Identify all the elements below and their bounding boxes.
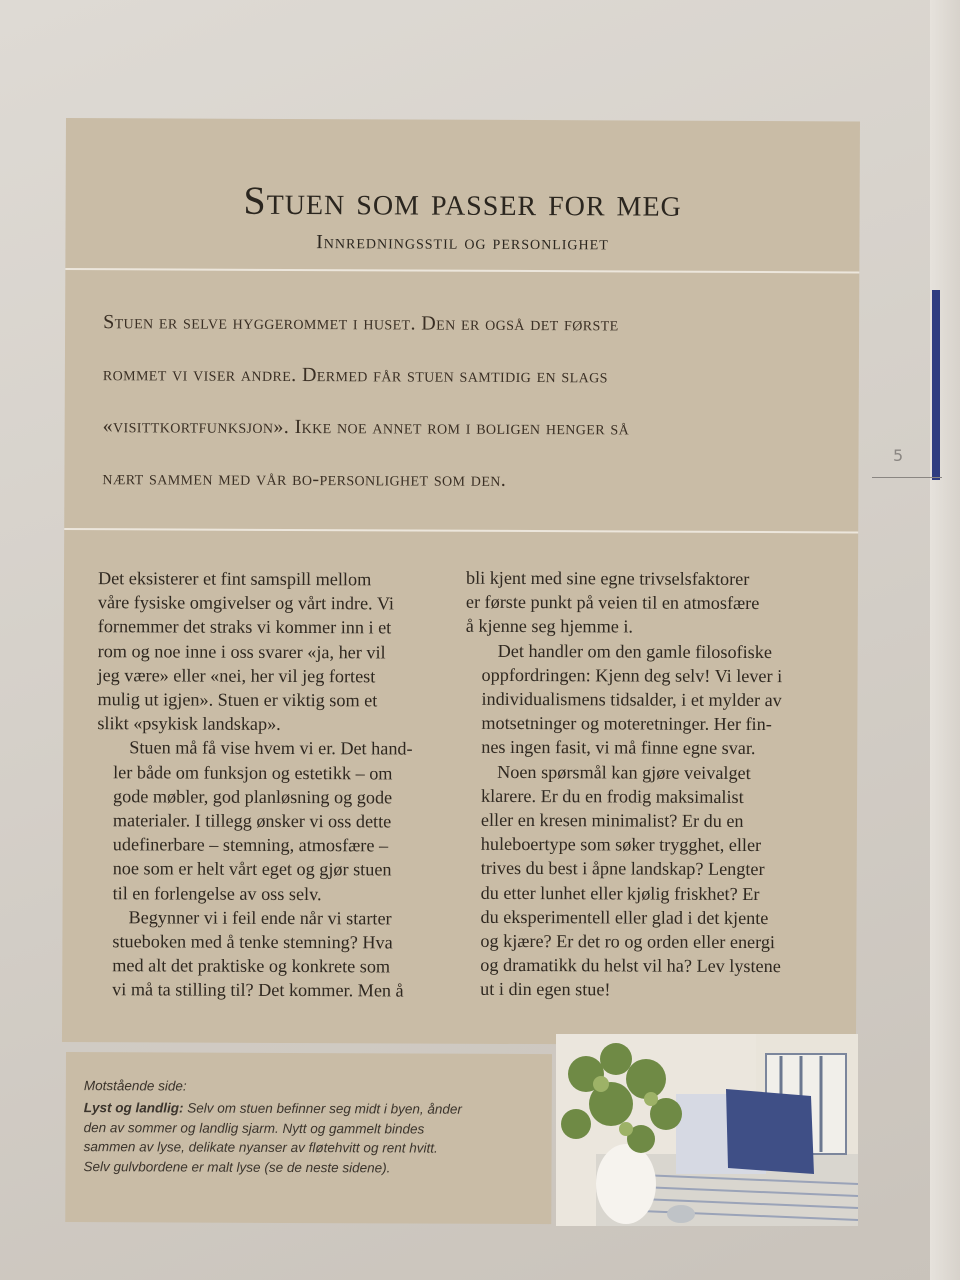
body-line: jeg være» eller «nei, her vil jeg fortest	[97, 664, 376, 687]
body-line: stueboken med å tenke stemning? Hva	[112, 931, 393, 953]
body-line: nes ingen fasit, vi må finne egne svar.	[481, 737, 756, 759]
intro-line: rommet vi viser andre. Dermed får stuen samtidig en slags	[102, 363, 608, 388]
body-line: Stuen må få vise hvem vi er. Det hand-	[129, 737, 413, 759]
body-paragraph	[466, 566, 806, 640]
caption-line: Selv gulvbordene er malt lyse (se de neste sidene).	[83, 1158, 391, 1175]
caption-line-text: Selv om stuen befinner seg midt i byen, ånder	[183, 1100, 462, 1117]
body-line: klarere. Er du en frodig maksimalist	[481, 785, 744, 807]
body-line: til en forlengelse av oss selv.	[112, 882, 322, 904]
body-column-left	[96, 566, 438, 1003]
body-line: våre fysiske omgivelser og vårt indre. Vi	[97, 592, 394, 614]
body-line: Begynner vi i feil ende når vi starter	[128, 907, 392, 929]
text-panel	[62, 118, 860, 1045]
body-line: mulig ut igjen». Stuen er viktig som et	[97, 689, 378, 711]
body-line: udefinerbare – stemning, atmosfære –	[112, 834, 389, 856]
photo-caption	[65, 1052, 552, 1224]
intro-line: nært sammen med vår bo-personlighet som den.	[102, 467, 507, 491]
chapter-tab	[932, 290, 940, 480]
caption-line: sammen av lyse, delikate nyanser av fløtehvitt og rent hvitt.	[83, 1139, 438, 1156]
body-line: ler både om funksjon og estetikk – om	[113, 761, 393, 784]
body-line: bli kjent med sine egne trivselsfaktorer	[465, 567, 750, 589]
caption-line: den av sommer og landlig sjarm. Nytt og gammelt bindes	[83, 1119, 425, 1137]
body-paragraph	[97, 736, 438, 907]
body-line: med alt det praktiske og konkrete som	[112, 955, 391, 977]
body-column-right	[464, 566, 806, 1003]
intro-line: Stuen er selve hyggerommet i huset. Den er også det første	[103, 311, 619, 336]
body-line: eller en kresen minimalist? Er du en	[480, 809, 744, 831]
body-line: du etter lunhet eller kjølig friskhet? Er	[480, 882, 760, 904]
body-paragraph	[465, 638, 806, 760]
caption-bold-lead: Lyst og landlig:	[83, 1100, 184, 1116]
body-line: materialer. I tillegg ønsker vi oss dette	[112, 810, 392, 832]
body-line: huleboertype som søker trygghet, eller	[480, 834, 762, 856]
photo-illustration	[556, 1034, 858, 1226]
body-paragraph	[96, 905, 436, 1003]
caption-text	[83, 1098, 543, 1178]
caption-line	[84, 1098, 544, 1120]
caption-label: Motstående side:	[83, 1078, 187, 1094]
body-line: å kjenne seg hjemme i.	[465, 616, 634, 637]
body-line: noe som er helt vårt eget og gjør stuen	[112, 858, 392, 880]
body-line: slikt «psykisk landskap».	[97, 713, 281, 735]
page-subtitle: Innredningsstil og personlighet	[316, 231, 609, 255]
body-line: vi må ta stilling til? Det kommer. Men å	[112, 979, 404, 1001]
body-line: fornemmer det straks vi kommer inn i et	[97, 616, 392, 638]
body-line: du eksperimentell eller glad i det kjente	[480, 906, 769, 928]
body-paragraph	[464, 759, 805, 1003]
intro-paragraph	[102, 296, 823, 507]
intro-line: «visittkortfunksjon». Ikke noe annet rom i boligen henger så	[102, 415, 630, 440]
body-line: motsetninger og moteretninger. Her fin-	[481, 713, 772, 735]
divider-bottom	[64, 528, 858, 533]
page-number-rule	[872, 477, 942, 478]
body-line: Noen spørsmål kan gjøre veivalget	[497, 761, 751, 783]
body-line: rom og noe inne i oss svarer «ja, her vil	[97, 640, 386, 663]
body-line: gode møbler, god planløsning og gode	[112, 786, 393, 808]
living-room-photo	[556, 1034, 858, 1226]
page-title: Stuen som passer for meg	[243, 177, 682, 225]
body-line: ut i din egen stue!	[480, 979, 611, 1000]
page-number: 5	[893, 446, 904, 465]
body-paragraph	[97, 566, 438, 737]
body-line: og dramatikk du helst vil ha? Lev lystene	[480, 955, 781, 977]
body-line: Det eksisterer et fint samspill mellom	[97, 568, 372, 590]
body-line: Det handler om den gamle filosofiske	[497, 640, 772, 662]
next-page-edge	[930, 0, 960, 1280]
body-line: er første punkt på veien til en atmosfære	[465, 591, 760, 614]
body-line: oppfordringen: Kjenn deg selv! Vi lever i	[481, 664, 783, 686]
body-line: og kjære? Er det ro og orden eller energi	[480, 930, 776, 953]
body-line: individualismens tidsalder, i et mylder av	[481, 688, 782, 711]
title-block	[65, 118, 860, 271]
body-line: trives du best i åpne landskap? Lengter	[480, 858, 765, 880]
